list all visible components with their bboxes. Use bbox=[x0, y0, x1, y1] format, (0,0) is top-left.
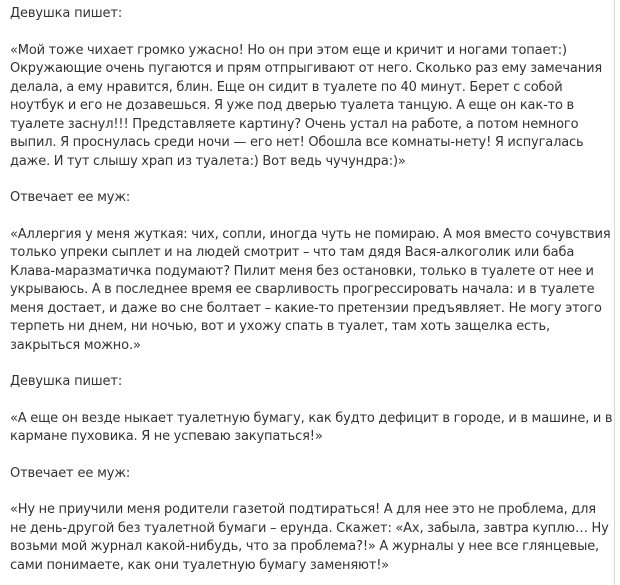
speaker-label-girl: Девушка пишет: bbox=[10, 374, 123, 389]
quote-paragraph: «Аллергия у меня жуткая: чих, сопли, иногда чуть не помираю. А моя вместо сочувствия только упреки сыплет и на людей смотрит – что там дядя Вася-алкоголик или баба Клава-маразматичка подумают? Пилит меня без остановки, только в туалете от нее и укрываюсь. А в последнее время ее сварливость прогрессировать начала: и в туалете меня достает, и даже во сне болтает – какие-то претензии предъявляет. Не могу этого терпеть ни днем, ни ночью, вот и ухожу спать в туалет, там хоть защелка есть, закрыться можно.» bbox=[10, 226, 611, 353]
speaker-label-husband: Отвечает ее муж: bbox=[10, 190, 131, 205]
quote-paragraph: «Ну не приучили меня родители газетой подтираться! А для нее это не проблема, для не день-другой без туалетной бумаги – ерунда. Скажет: «Ах, забыла, завтра куплю… Ну возьми мой журнал какой-нибудь, что за проблема?!» А журналы у нее все глянцевые, сами понимаете, как они туалетную бумагу заменяют!» bbox=[10, 502, 609, 573]
speaker-label-girl: Девушка пишет: bbox=[10, 6, 123, 21]
quote-paragraph: «А еще он везде ныкает туалетную бумагу, как будто дефицит в городе, и в машине, и в кармане пуховика. Я не успеваю закупаться!» bbox=[10, 410, 613, 444]
speaker-label-husband: Отвечает ее муж: bbox=[10, 465, 131, 481]
quote-paragraph: «Мой тоже чихает громко ужасно! Но он при этом еще и кричит и ногами топает:) Окружающие очень пугаются и прям отпрыгивают от него. Сколько раз ему замечания делала, а ему нравится, блин. Еще он сидит в туалете по 40 минут. Берет с собой ноутбук и его не дозавешься. Я уже под дверью туалета танцую. А еще он как-то в туалете заснул!!! Представляете картину? Очень устал на работе, а потом немного выпил. Я проснулась среди ночи — его нет! Обошла все комнаты-нету! Я испугалась даже. И тут слышу храп из туалета:) Вот ведь чучундра:)» bbox=[10, 42, 603, 169]
